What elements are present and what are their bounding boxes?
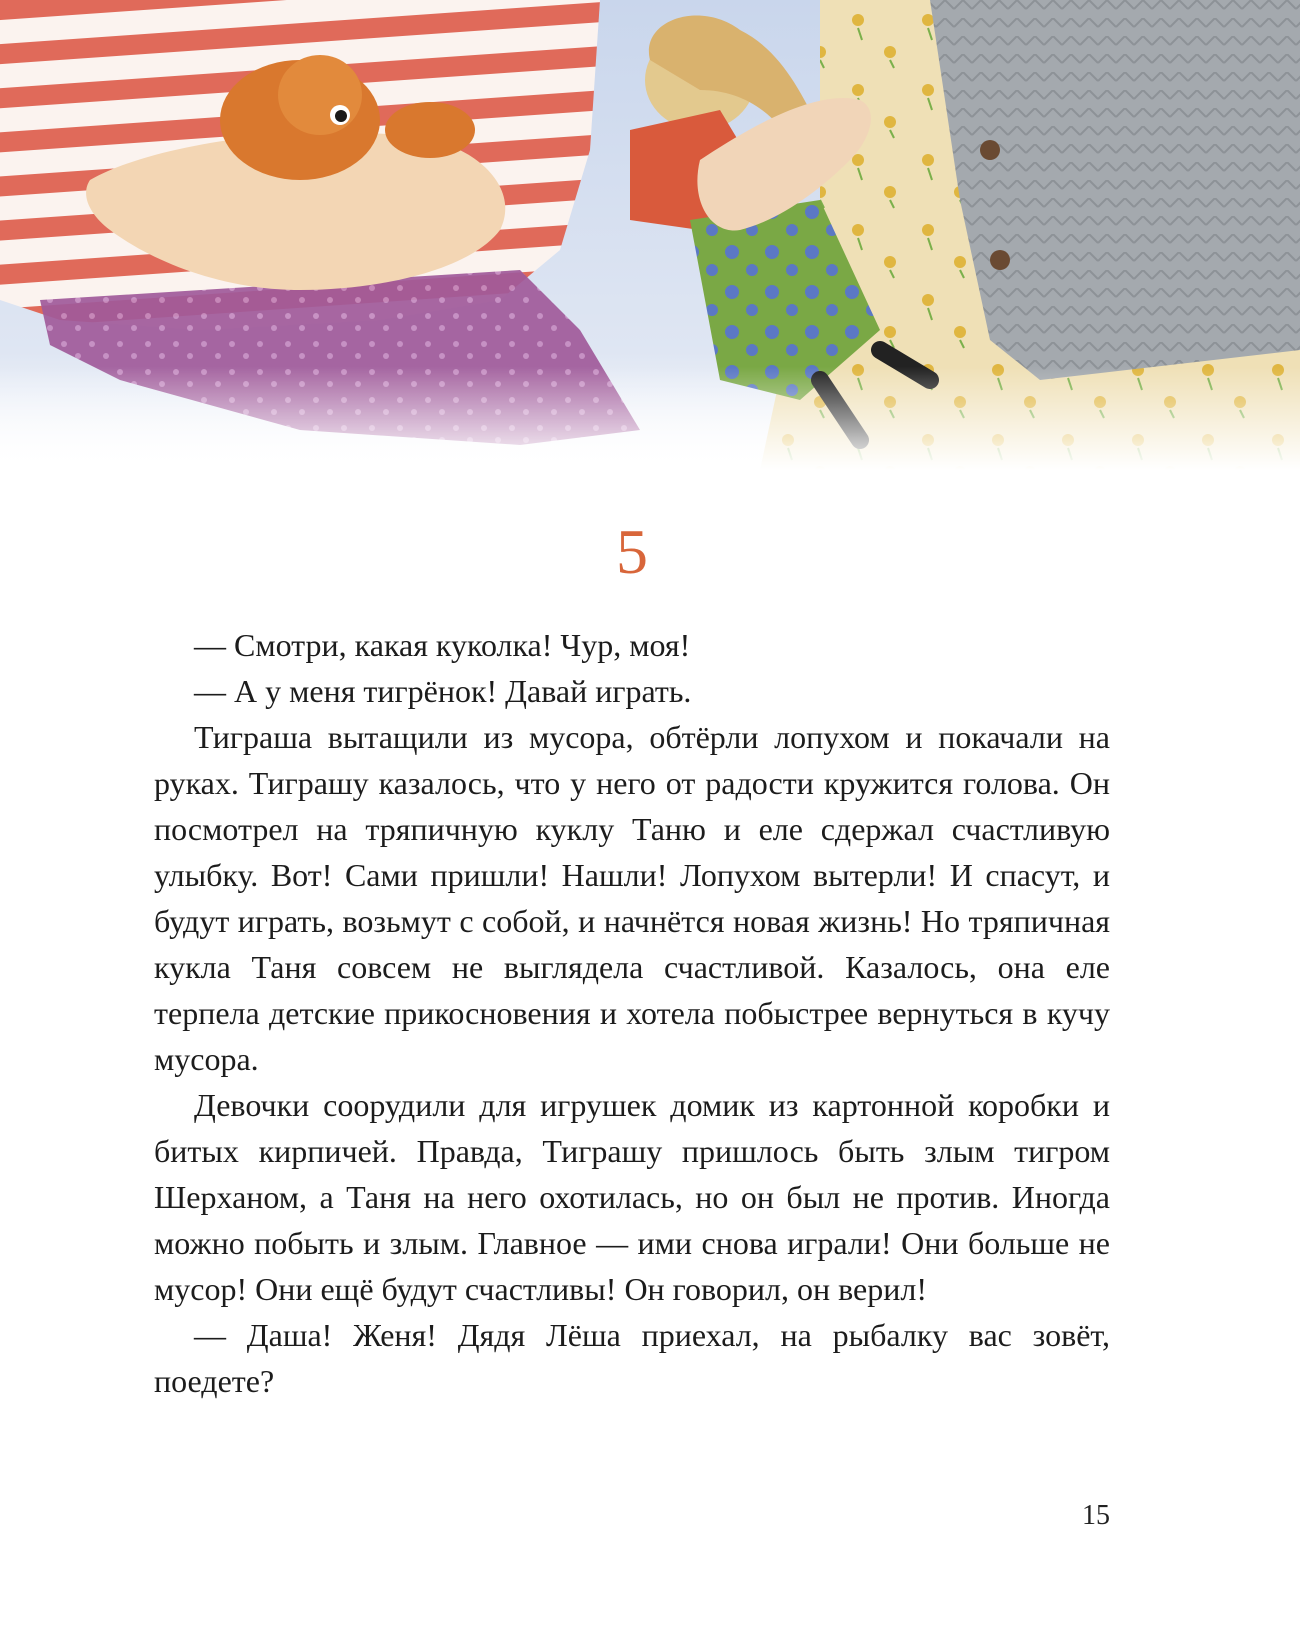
paragraph: Девочки соорудили для игрушек домик из картонной коробки и битых кирпичей. Правда, Тиграшу пришлось быть злым тигром Шерханом, а Таня на него охотилась, но он был не против. Иногда можно побыть и злым. Главное — ими снова играли! Они больше не мусор! Они ещё будут счастливы! Он говорил, он верил! — [154, 1087, 1110, 1307]
paragraph: Тиграша вытащили из мусора, обтёрли лопухом и покачали на руках. Тиграшу казалось, что у него от радости кружится голова. Он посмотрел на тряпичную куклу Таню и еле сдержал счастливую улыбку. Вот! Сами пришли! Нашли! Лопухом вытерли! И спасут, и будут играть, возьмут с собой, и начнётся новая жизнь! Но тряпичная кукла Таня совсем не выглядела счастливой. Казалось, она еле терпела детские прикосновения и хотела побыстрее вернуться в кучу мусора. — [154, 719, 1110, 1077]
chapter-number: 5 — [616, 516, 648, 587]
story-text — [154, 622, 1110, 1404]
chapter-illustration — [0, 0, 1300, 470]
page-number: 15 — [1082, 1500, 1110, 1531]
paragraph: — Даша! Женя! Дядя Лёша приехал, на рыбалку вас зовёт, поедете? — [154, 1317, 1110, 1399]
watercolor-illustration — [0, 0, 1300, 470]
paragraph: — А у меня тигрёнок! Давай играть. — [194, 673, 692, 709]
bottom-fade — [0, 0, 1300, 470]
paragraph: — Смотри, какая куколка! Чур, моя! — [194, 627, 691, 663]
